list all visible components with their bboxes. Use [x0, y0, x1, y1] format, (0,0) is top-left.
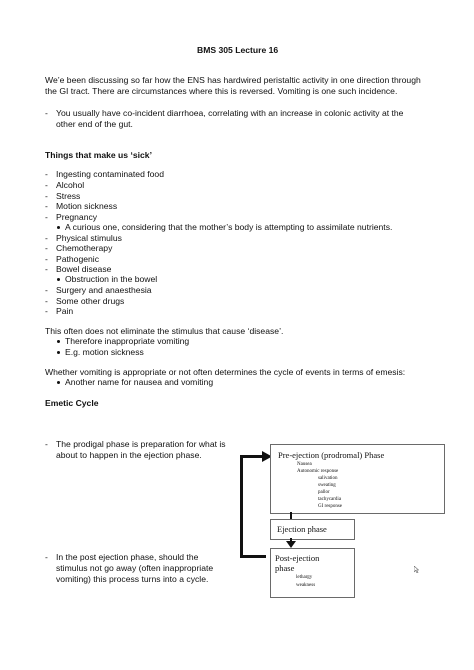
dash-bullet: - — [45, 180, 48, 190]
dash-bullet: - — [45, 552, 48, 562]
list-item: Pregnancy — [56, 212, 98, 222]
dash-bullet: - — [45, 212, 48, 222]
sub-bullet — [57, 351, 60, 354]
list-item: Pathogenic — [56, 254, 100, 264]
box-item: weakness — [296, 583, 316, 588]
sub-bullet — [57, 340, 60, 343]
list-subitem: Therefore inappropriate vomiting — [65, 336, 190, 346]
emetic-text: about to happen in the ejection phase. — [56, 450, 202, 460]
cursor-icon — [414, 566, 419, 573]
dash-bullet: - — [45, 243, 48, 253]
pre-ejection-title: Pre-ejection (prodromal) Phase — [278, 450, 385, 460]
dash-bullet: - — [45, 439, 48, 449]
sub-bullet — [57, 226, 60, 229]
post-ejection-title: phase — [275, 563, 295, 573]
point-text: You usually have co-incident diarrhoea, correlating with an increase in colonic activity at the — [56, 108, 404, 118]
ejection-title: Ejection phase — [277, 524, 327, 534]
list-item: Pain — [56, 306, 74, 316]
emetic-text: stimulus not go away (often inappropriate — [56, 563, 214, 573]
dash-bullet: - — [45, 108, 48, 118]
paragraph: This often does not eliminate the stimulus that cause ‘disease’. — [45, 326, 284, 336]
pre-ejection-box — [270, 444, 445, 514]
cycle-line — [240, 456, 243, 557]
post-ejection-title: Post-ejection — [275, 553, 320, 563]
dash-bullet: - — [45, 306, 48, 316]
sub-bullet — [57, 381, 60, 384]
point-text: other end of the gut. — [56, 119, 133, 129]
section-heading: Emetic Cycle — [45, 398, 99, 408]
box-item: tachycardia — [318, 497, 342, 502]
dash-bullet: - — [45, 201, 48, 211]
arrow-down-icon — [286, 541, 296, 548]
list-subitem: Obstruction in the bowel — [65, 274, 158, 284]
list-item: Alcohol — [56, 180, 85, 190]
box-item: pallor — [318, 490, 330, 495]
emetic-text: vomiting) this process turns into a cycle. — [56, 574, 209, 584]
post-ejection-box — [270, 548, 355, 598]
sub-bullet — [57, 278, 60, 281]
box-item: Autonomic response — [297, 469, 339, 474]
cycle-line — [240, 555, 266, 558]
emetic-text: In the post ejection phase, should the — [56, 552, 199, 562]
box-item: GI response — [318, 504, 343, 509]
list-item: Ingesting contaminated food — [56, 169, 164, 179]
section-heading: Things that make us ‘sick’ — [45, 150, 152, 160]
dash-bullet: - — [45, 285, 48, 295]
list-subitem: Another name for nausea and vomiting — [65, 377, 214, 387]
dash-bullet: - — [45, 254, 48, 264]
intro-line: the GI tract. There are circumstances where this is reversed. Vomiting is one such incidence. — [45, 86, 398, 96]
list-item: Some other drugs — [56, 296, 125, 306]
document-title: BMS 305 Lecture 16 — [197, 45, 279, 55]
list-item: Bowel disease — [56, 264, 112, 274]
paragraph: Whether vomiting is appropriate or not often determines the cycle of events in terms of emesis: — [45, 367, 406, 377]
emetic-text: The prodigal phase is preparation for what is — [56, 439, 226, 449]
dash-bullet: - — [45, 296, 48, 306]
list-subitem: E.g. motion sickness — [65, 347, 144, 357]
dash-bullet: - — [45, 264, 48, 274]
list-item: Physical stimulus — [56, 233, 122, 243]
box-item: Nausea — [297, 462, 312, 467]
dash-bullet: - — [45, 191, 48, 201]
dash-bullet: - — [45, 233, 48, 243]
dash-bullet: - — [45, 169, 48, 179]
ejection-box — [270, 519, 355, 540]
list-item: Surgery and anaesthesia — [56, 285, 152, 295]
box-item: sweating — [318, 483, 336, 488]
box-item: lethargy — [296, 575, 313, 580]
box-item: salivation — [318, 476, 338, 481]
intro-line: We’e been discussing so far how the ENS has hardwired peristaltic activity in one direction through — [45, 75, 421, 85]
list-item: Chemotherapy — [56, 243, 113, 253]
list-subitem: A curious one, considering that the mother’s body is attempting to assimilate nutrients. — [65, 222, 393, 232]
list-item: Motion sickness — [56, 201, 118, 211]
list-item: Stress — [56, 191, 81, 201]
